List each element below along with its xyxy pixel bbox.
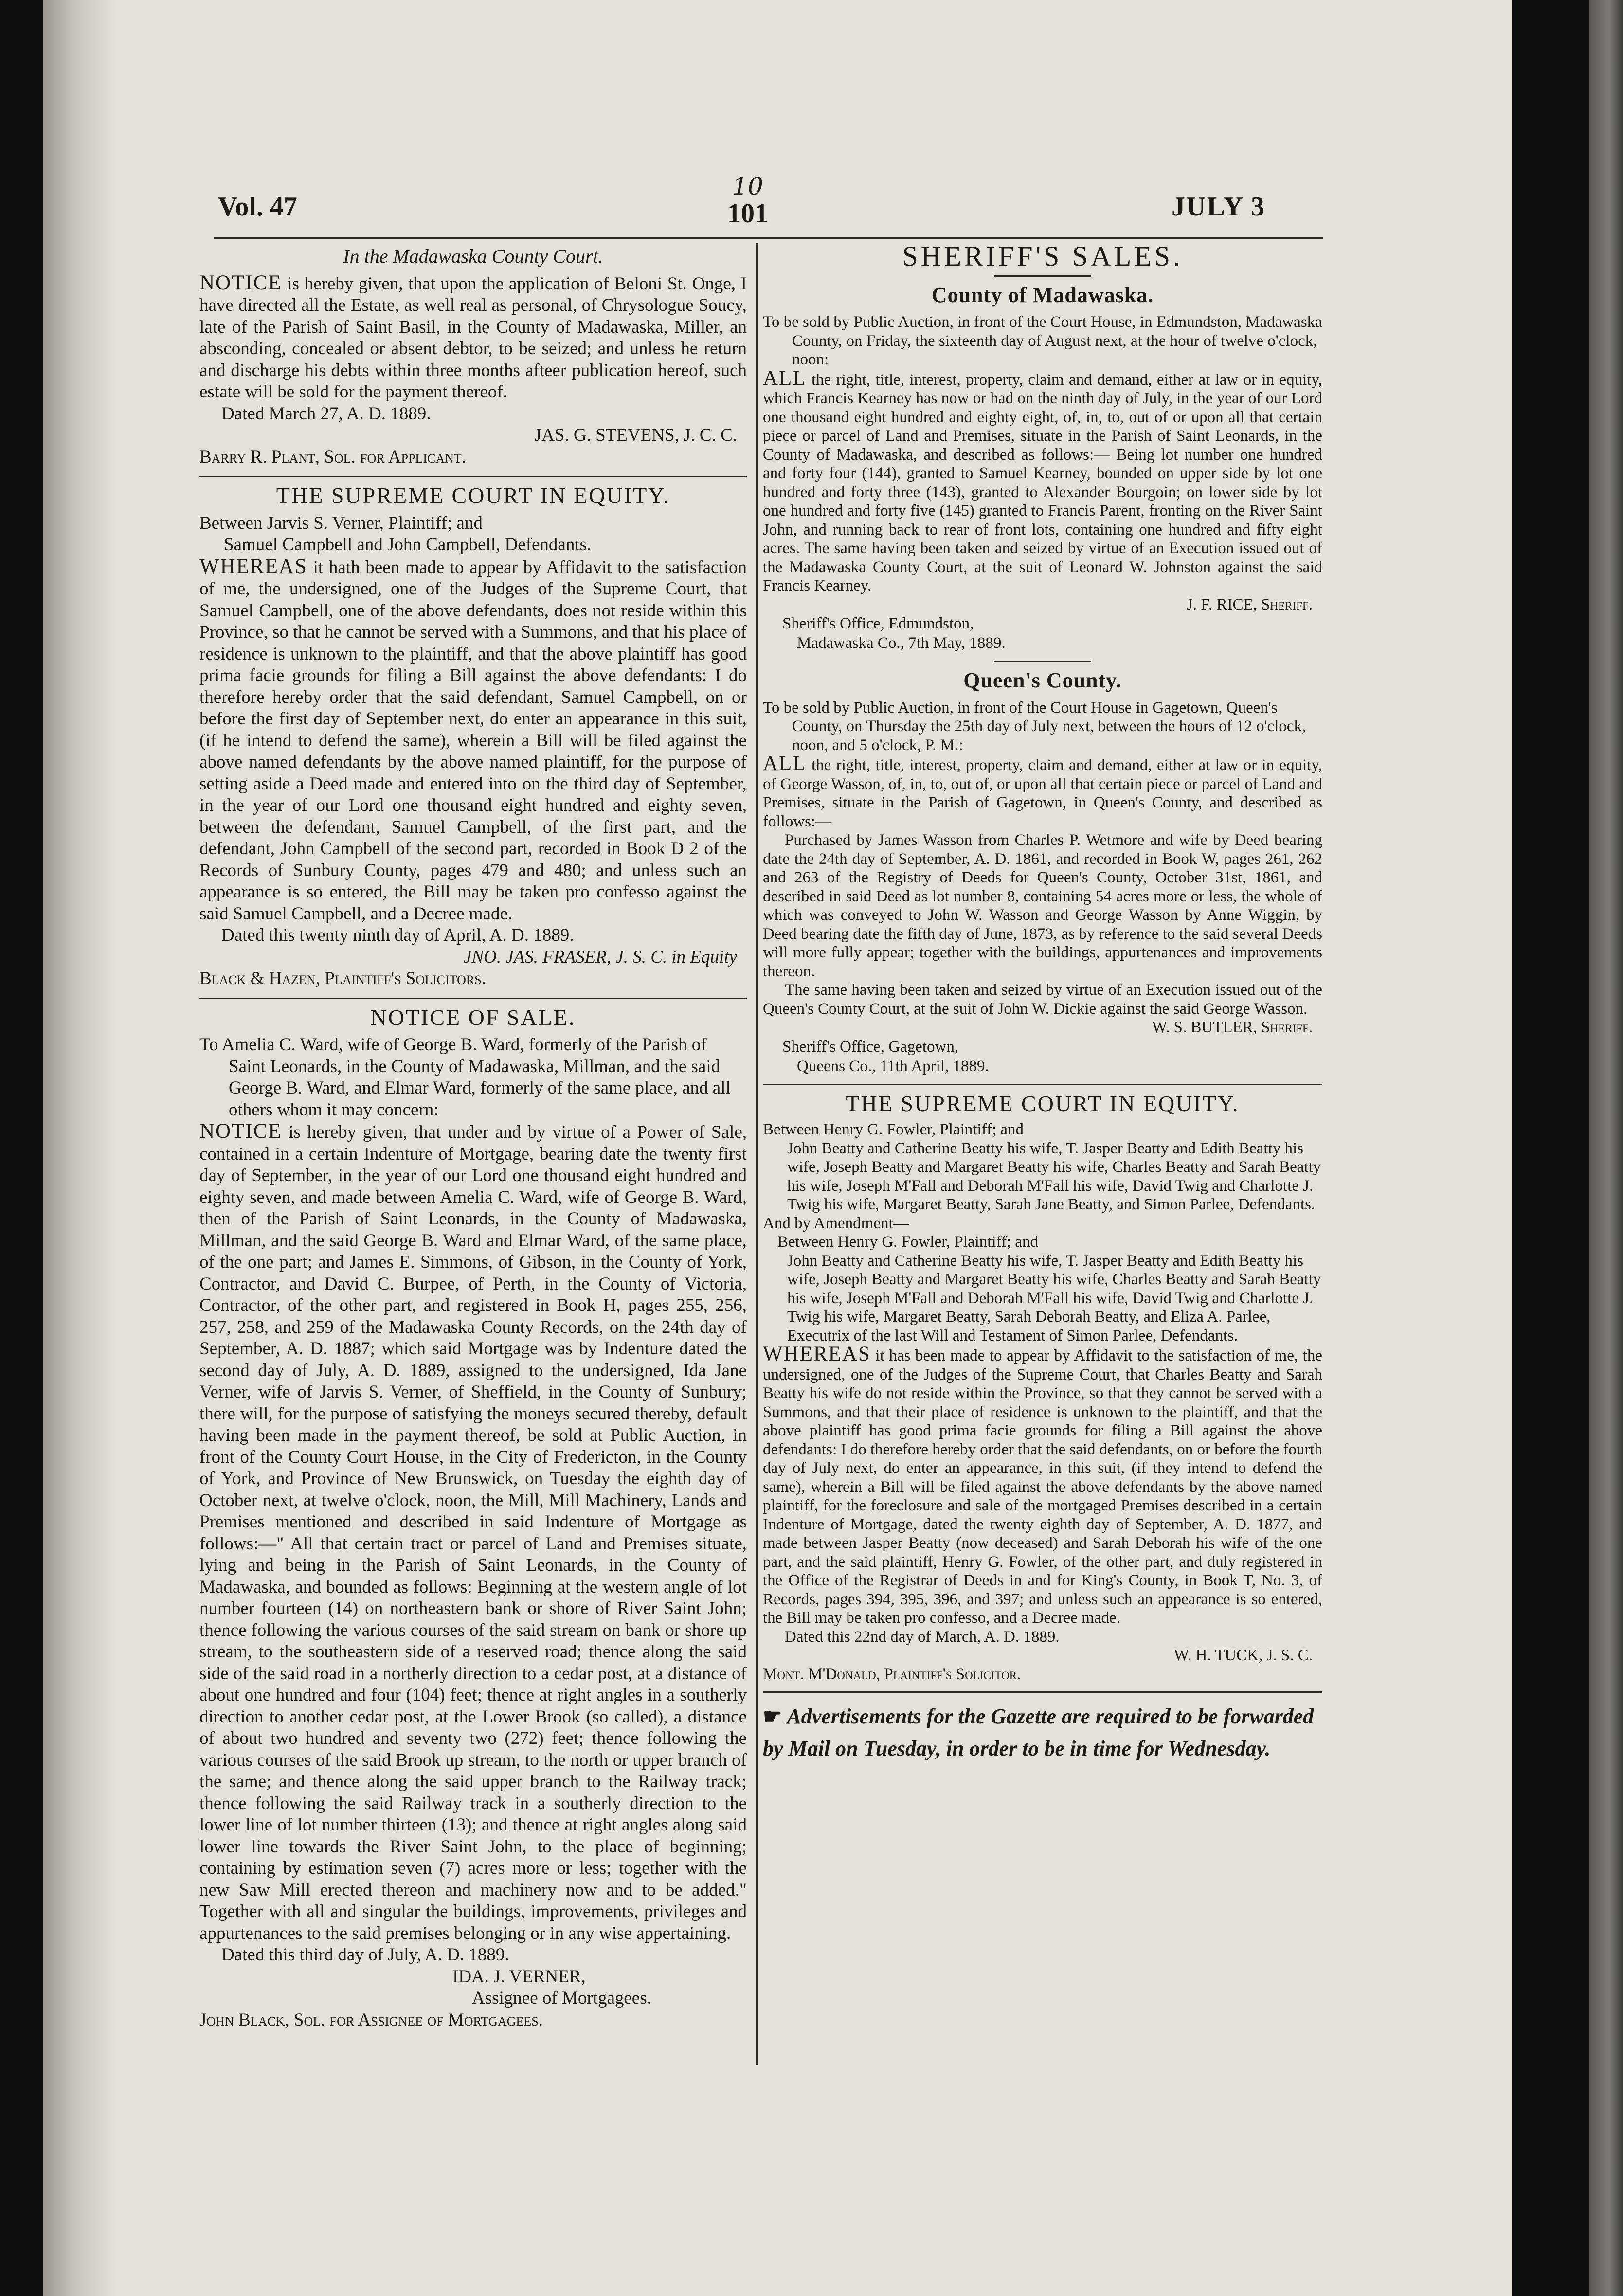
sale-solicitor: John Black, Sol. for Assignee of Mortgagees.	[199, 2009, 543, 2030]
sale-body: is hereby given, that under and by virtue of a Power of Sale, contained in a certain Indenture of Mortgage, bearing date the twenty first day of September, in the year of our Lord one thousand eight hundred and eighty seven, and made between Amelia C. Ward, wife of George B. Ward, then of the Parish of Saint Leonards, in the County of Madawaska, Millman, and the said George B. Ward and Elmar Ward, of the same place, of the one part; and James E. Simmons, of Gibson, in the County of York, Contractor, and David C. Burpee, of Perth, in the County of Victoria, Contractor, of the other part, and registered in Book H, pages 255, 256, 257, 258, and 259 of the Madawaska County Records, on the 24th day of September, A. D. 1887; which said Mortgage was by Indenture dated the second day of July, A. D. 1889, assigned to the undersigned, Ida Jane Verner, wife of Jarvis S. Verner, of Sheffield, in the County of Sunbury; there will, for the purpose of satisfying the moneys secured thereby, default having been made in the payment thereof, be sold at Public Auction, in front of the County Court House, in the City of Fredericton, in the County of York, and Province of New Brunswick, on Tuesday the eighth day of October next, at twelve o'clock, noon, the Mill, Mill Machinery, Lands and Premises mentioned and described in said Indenture of Mortgage as follows:—" All that certain tract or parcel of Land and Premises situate, lying and being in the Parish of Saint Leonards, in the County of Madawaska, and bounded as follows: Beginning at the western angle of lot number fourteen (14) on northeastern bank or shore of River Saint John; thence following the various courses of the said stream on bank or shore up stream, to the southeastern side of a reserved road; thence along the said side of the said road in a northerly direction to a cedar post, at a distance of about one hundred and four (104) feet; thence at right angles in a southerly direction to another cedar post, at the Lower Brook (so called), a distance of about two hundred and seventy two (272) feet; thence following the various courses of the said Brook up stream, to the north or upper branch of the same; and thence along the said upper branch to the Railway track; thence following the said Railway track in a southerly direction to the lower line of lot number thirteen (13); and thence at right angles along said lower line towards the River Saint John, to the place of beginning; containing by estimation seven (7) acres more or less; together with the new Saw Mill erected thereon and machinery now and to be added." Together with all and singular the buildings, improvements, privileges and appurtenances to the said premises belonging or in any wise appertaining.	[199, 1122, 747, 1943]
volume-label: Vol. 47	[218, 192, 297, 222]
equity-signature: W. H. TUCK, J. S. C.	[1173, 1647, 1313, 1664]
sale-lead: NOTICE	[199, 1120, 282, 1143]
section-rule	[199, 998, 747, 999]
equity-solicitor: Mont. M'Donald, Plaintiff's Solicitor.	[763, 1665, 1021, 1683]
printed-page-number: 101	[727, 198, 768, 229]
equity-amendment: And by Amendment—	[763, 1214, 909, 1232]
madawaska-signature: J. F. RICE, Sheriff.	[1186, 595, 1313, 613]
queens-office	[763, 1037, 1322, 1076]
equity-defendants: Samuel Campbell and John Campbell, Defendants.	[224, 535, 592, 555]
section-rule	[763, 1691, 1322, 1693]
sale-heading: NOTICE OF SALE.	[370, 1004, 576, 1030]
sheriff-sale-queens	[763, 670, 1322, 1076]
section-rule	[199, 476, 747, 477]
advertisement-text: Advertisements for the Gazette are required to be forwarded by Mail on Tuesday, in order to be in time for Wednesday.	[763, 1704, 1314, 1760]
office-line-2: Queens Co., 11th April, 1889.	[797, 1057, 989, 1075]
queens-intro: To be sold by Public Auction, in front of the Court House in Gagetown, Queen's County, on Thursday the 25th day of July next, between the hours of 12 o'clock, noon, and 5 o'clock, P. M.:	[763, 699, 1306, 754]
sale-address: To Amelia C. Ward, wife of George B. Ward, formerly of the Parish of Saint Leonards, in the County of Madawaska, Millman, and the said George B. Ward, and Elmar Ward, formerly of the same place, and all others whom it may concern:	[199, 1035, 731, 1120]
left-column	[199, 246, 747, 2038]
issue-date: JULY 3	[1172, 192, 1266, 222]
equity-lead: WHEREAS	[199, 555, 307, 578]
sale-signature-role: Assignee of Mortgagees.	[472, 1988, 651, 2008]
queens-body-2: Purchased by James Wasson from Charles P. Wetmore and wife by Deed bearing date the 24th day of September, A. D. 1861, and recorded in Book W, pages 261, 262 and 263 of the Registry of Deeds for Queen's County, October 31st, 1861, and described in said Deed as lot number 8, containing 54 acres more or less, the whole of which was conveyed to John W. Wasson and George Wasson by Anne Wiggin, by Deed bearing date the fifth day of June, 1873, as by reference to the said several Deeds will more fully appear; together with the buildings, appurtenances and improvements thereon.	[763, 831, 1322, 980]
notice-body: is hereby given, that upon the application of Beloni St. Onge, I have directed all the Estate, as well real as personal, of Chrysologue Soucy, late of the Parish of Saint Basil, in the County of Madawaska, Miller, an absconding, concealed or absent debtor, to be seized; and unless he return and discharge his debts within three months afteer publication hereof, such estate will be sold for the payment thereof.	[199, 273, 747, 402]
office-line-1: Sheriff's Office, Edmundston,	[782, 615, 974, 632]
queens-signature: W. S. BUTLER, Sheriff.	[1152, 1019, 1313, 1036]
notice-solicitor: Barry R. Plant, Sol. for Applicant.	[199, 447, 467, 467]
short-rule	[994, 275, 1091, 277]
madawaska-lead: ALL	[763, 366, 807, 390]
equity-lead: WHEREAS	[763, 1343, 871, 1365]
header-rule	[214, 237, 1323, 239]
equity-date: Dated this 22nd day of March, A. D. 1889.	[785, 1628, 1060, 1646]
queens-lead: ALL	[763, 752, 807, 775]
madawaska-heading: County of Madawaska.	[931, 283, 1154, 307]
handwritten-page-note: 10	[732, 172, 763, 200]
notice-of-sale	[199, 1004, 747, 2031]
equity-signature: JNO. JAS. FRASER, J. S. C. in Equity	[463, 947, 737, 967]
notice-signature: JAS. G. STEVENS, J. C. C.	[534, 425, 737, 445]
short-rule	[994, 661, 1091, 662]
equity-between: Between Henry G. Fowler, Plaintiff; and	[763, 1121, 1024, 1138]
madawaska-intro: To be sold by Public Auction, in front of the Court House, in Edmundston, Madawaska County, on Friday, the sixteenth day of August next, at the hour of twelve o'clock, noon:	[763, 313, 1322, 368]
advertisement-note	[763, 1701, 1322, 1765]
page-gutter	[43, 0, 116, 2296]
equity-body: it hath been made to appear by Affidavit to the satisfaction of me, the undersigned, one of the Judges of the Supreme Court, that Samuel Campbell, one of the above defendants, does not reside within this Province, so that he cannot be served with a Summons, and that his place of residence is unknown to the plaintiff, and that the above plaintiff has good prima facie grounds for filing a Bill against the above defendants: I do therefore hereby order that the said defendant, Samuel Campbell, on or before the first day of September next, do enter an appearance in this suit, (if he intend to defend the same), wherein a Bill will be filed against the above named defendants by the above named plaintiff, for the purpose of setting aside a Deed made and entered into on the third day of September, in the year of our Lord one thousand eight hundred and eighty seven, between the defendant, Samuel Campbell, of the first part, and the defendant, John Campbell of the second part, recorded in Book D 2 of the Records of Sunbury County, pages 479 and 480; and unless such an appearance is so entered, the Bill may be taken pro confesso against the said Samuel Campbell, and a Decree made.	[199, 557, 747, 924]
queens-body-3: The same having been taken and seized by virtue of an Execution issued out of the Queen's County Court, at the suit of John W. Dickie against the said George Wasson.	[763, 981, 1322, 1018]
equity-notice-fowler	[763, 1093, 1322, 1684]
equity-heading: THE SUPREME COURT IN EQUITY.	[276, 483, 670, 508]
sale-date: Dated this third day of July, A. D. 1889.	[221, 1945, 509, 1965]
right-column	[763, 240, 1323, 1765]
queens-body: the right, title, interest, property, claim and demand, either at law or in equity, of George Wasson, of, in, to, out of, or upon all that certain piece or parcel of Land and Premises, situate in the Parish of Gagetown, in Queen's County, and described as follows:—	[763, 756, 1323, 830]
section-rule	[763, 1084, 1322, 1085]
pointing-hand-icon: ☛	[763, 1704, 782, 1728]
sheriff-sales-heading: SHERIFF'S SALES.	[902, 240, 1183, 272]
madawaska-court-notice	[199, 246, 747, 468]
sheriff-sale-madawaska	[763, 285, 1322, 653]
equity-date: Dated this twenty ninth day of April, A. D. 1889.	[221, 925, 574, 945]
page-edge	[1589, 0, 1623, 2296]
sale-signature: IDA. J. VERNER,	[452, 1966, 586, 1987]
equity-defendants: John Beatty and Catherine Beatty his wife, T. Jasper Beatty and Edith Beatty his wife, Joseph Beatty and Margaret Beatty his wife, Charles Beatty and Sarah Beatty his wife, Joseph M'Fall and Deborah M'Fall his wife, David Twig and Charlotte J. Twig his wife, Margaret Beatty, Sarah Jane Beatty, and Simon Parlee, Defendants.	[787, 1139, 1321, 1213]
equity-between-2: Between Henry G. Fowler, Plaintiff; and	[777, 1233, 1039, 1251]
page-header	[0, 172, 1623, 241]
madawaska-body: the right, title, interest, property, claim and demand, either at law or in equity, which Francis Kearney has now or had on the ninth day of July, in the year of our Lord one thousand eight hundred and eighty eight, of, in, to, out of or upon all that certain piece or parcel of Land and Premises, situate in the Parish of Saint Leonards, in the County of Madawaska, and described as follows:— Being lot number one hundred and forty four (144), granted to Samuel Kearney, bounded on upper side by lot one hundred and forty three (143), granted to Alexander Bourgoin; on lower side by lot one hundred and forty five (145) granted to Francis Parent, fronting on the River Saint John, and running back to rear of front lots, containing one hundred and fifty eight acres. The same having been taken and seized by virtue of an Execution issued out of the Madawaska County Court, at the suit of Leonard W. Johnston against the said Francis Kearney.	[763, 371, 1323, 594]
page-number	[727, 173, 768, 227]
equity-body: it has been made to appear by Affidavit to the satisfaction of me, the undersigned, one of the Judges of the Supreme Court, that Charles Beatty and Sarah Beatty his wife do not reside within the Province, so that they cannot be served with a Summons, and that their place of residence is unknown to the plaintiff, and that the above plaintiff has good prima facie grounds for filing a Bill against the above defendants: I do therefore hereby order that the said defendants, on or before the fourth day of July next, do enter an appearance, in this suit, (if they intend to defend the same), wherein a Bill will be filed against the above defendants by the above named plaintiff, for the foreclosure and sale of the mortgaged Premises described in a certain Indenture of Mortgage, dated the twenty eighth day of September, A. D. 1877, and made between Jasper Beatty (now deceased) and Sarah Deborah his wife of the one part, and the said plaintiff, Henry G. Fowler, of the other part, and duly registered in the Office of the Registrar of Deeds in and for King's County, in Book T, No. 3, of Records, pages 394, 395, 396, and 397; and unless such an appearance is so entered, the Bill may be taken pro confesso, and a Decree made.	[763, 1347, 1322, 1627]
queens-heading: Queen's County.	[963, 668, 1122, 692]
equity-notice-verner	[199, 485, 747, 990]
equity-defendants-2: John Beatty and Catherine Beatty his wife, T. Jasper Beatty and Edith Beatty his wife, Joseph Beatty and Margaret Beatty his wife, Charles Beatty and Sarah Beatty his wife, Joseph M'Fall and Deborah M'Fall his wife, David Twig and Charlotte J. Twig his wife, Margaret Beatty, Sarah Deborah Beatty, and Eliza A. Parlee, Executrix of the last Will and Testament of Simon Parlee, Defendants.	[787, 1252, 1321, 1345]
court-heading: In the Madawaska County Court.	[343, 245, 603, 267]
equity-heading: THE SUPREME COURT IN EQUITY.	[846, 1091, 1240, 1116]
equity-solicitors: Black & Hazen, Plaintiff's Solicitors.	[199, 969, 486, 988]
office-line-2: Madawaska Co., 7th May, 1889.	[797, 634, 1006, 652]
madawaska-office	[763, 614, 1322, 653]
office-line-1: Sheriff's Office, Gagetown,	[782, 1038, 959, 1056]
column-divider	[756, 243, 758, 2065]
notice-date: Dated March 27, A. D. 1889.	[221, 403, 431, 424]
notice-lead: NOTICE	[199, 271, 282, 294]
equity-between: Between Jarvis S. Verner, Plaintiff; and	[199, 513, 483, 533]
